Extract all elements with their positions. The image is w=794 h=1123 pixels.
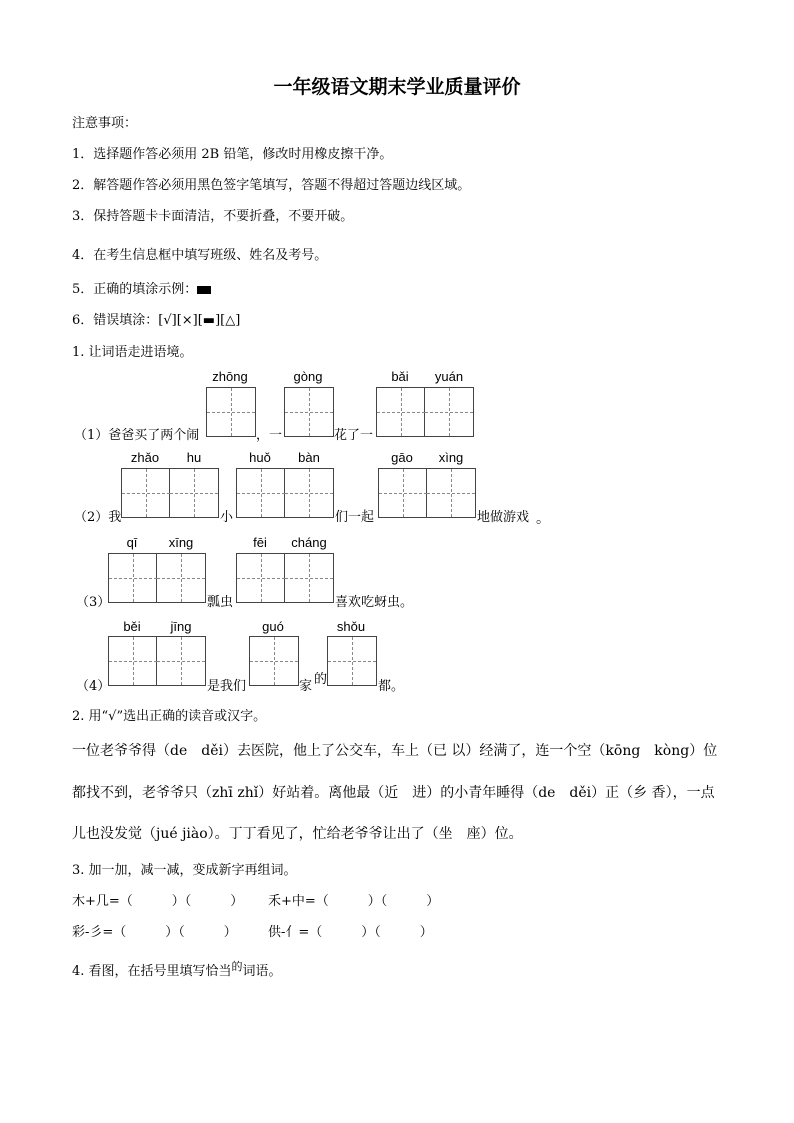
writing-grid[interactable] bbox=[376, 387, 474, 437]
q3-heading: 3. 加一加，减一减，变成新字再组词。 bbox=[72, 863, 297, 878]
sentence-text: 喜欢吃蚜虫。 bbox=[335, 595, 414, 610]
notice-item-6: 6．错误填涂：[√][×][▬][△] bbox=[72, 313, 241, 328]
writing-grid[interactable] bbox=[206, 387, 256, 437]
pinyin: yuán bbox=[434, 369, 464, 384]
pinyin: huǒ bbox=[249, 450, 271, 465]
sentence-text: 是我们 bbox=[207, 679, 247, 694]
sentence-text: 。 bbox=[536, 511, 550, 527]
q1-heading: 1. 让词语走进语境。 bbox=[72, 345, 193, 360]
writing-grid[interactable] bbox=[236, 468, 334, 518]
notice-item-2: 2．解答题作答必须用黑色签字笔填写，答题不得超过答题边线区域。 bbox=[72, 178, 471, 193]
pinyin: fēi bbox=[253, 535, 267, 550]
writing-grid[interactable] bbox=[236, 553, 334, 603]
notice-item-5-text: 5．正确的填涂示例： bbox=[72, 282, 198, 297]
pinyin: jīng bbox=[170, 619, 192, 634]
q3-item: 禾+中=（ ）（ ） bbox=[268, 894, 440, 909]
q2-heading: 2. 用“√”选出正确的读音或汉字。 bbox=[72, 709, 267, 724]
q2-line-1: 一位老爷爷得（de děi）去医院，他上了公交车，车上（已 以）经满了，连一个空（kōng kòng）位 bbox=[72, 743, 718, 759]
pinyin: bàn bbox=[298, 450, 320, 465]
writing-grid[interactable] bbox=[378, 468, 476, 518]
sentence-text: （4） bbox=[76, 679, 111, 694]
notice-item-4: 4．在考生信息框中填写班级、姓名及考号。 bbox=[72, 248, 328, 263]
q4-heading bbox=[72, 960, 282, 979]
q3-item: 木+几=（ ）（ ） bbox=[72, 894, 244, 909]
writing-grid[interactable] bbox=[108, 636, 206, 686]
writing-grid[interactable] bbox=[249, 636, 299, 686]
pinyin: zhōng bbox=[212, 369, 248, 384]
notice-item-5 bbox=[72, 278, 211, 297]
sentence-text: 的 bbox=[314, 672, 328, 687]
sentence-text: （3） bbox=[76, 595, 111, 610]
writing-grid[interactable] bbox=[284, 387, 334, 437]
sentence-text: （2）我 bbox=[74, 510, 122, 525]
pinyin: zhǎo bbox=[130, 450, 160, 465]
sentence-text: 们一起 bbox=[335, 510, 375, 525]
pinyin: gāo bbox=[391, 450, 413, 465]
q2-line-3: 儿也没发觉（jué jiào）。丁丁看见了，忙给老爷爷让出了（坐 座）位。 bbox=[72, 826, 523, 842]
sentence-text: 地做游戏 bbox=[477, 510, 530, 525]
pinyin: cháng bbox=[291, 535, 327, 550]
pinyin: guó bbox=[262, 619, 284, 634]
sentence-text: 花了一 bbox=[334, 428, 374, 443]
q3-item: 彩-彡=（ ）（ ） bbox=[72, 925, 237, 940]
q4-heading-sup: 的 bbox=[231, 960, 243, 973]
pinyin: hu bbox=[186, 450, 202, 465]
writing-grid[interactable] bbox=[108, 553, 206, 603]
sentence-text: 瓢虫 bbox=[207, 595, 234, 610]
page-title: 一年级语文期末学业质量评价 bbox=[273, 76, 521, 98]
sentence-text: ，一 bbox=[256, 428, 283, 443]
pinyin: běi bbox=[123, 619, 141, 634]
pinyin: shǒu bbox=[336, 619, 366, 634]
pinyin: xìng bbox=[438, 450, 464, 465]
pinyin: qī bbox=[126, 535, 138, 550]
sentence-text: 家 bbox=[299, 679, 313, 694]
writing-grid[interactable] bbox=[121, 468, 219, 518]
q4-heading-text: 4. 看图，在括号里填写恰当 bbox=[72, 964, 232, 979]
sentence-text: 都。 bbox=[378, 679, 405, 694]
writing-grid[interactable] bbox=[327, 636, 377, 686]
sentence-text: （1）爸爸买了两个闹 bbox=[74, 428, 200, 443]
q2-line-2: 都找不到，老爷爷只（zhī zhǐ）好站着。离他最（近 进）的小青年睡得（de děi）正（乡 香），一点 bbox=[72, 785, 715, 801]
notice-item-1: 1．选择题作答必须用 2B 铅笔，修改时用橡皮擦干净。 bbox=[72, 147, 393, 162]
pinyin: gòng bbox=[293, 369, 323, 384]
q3-item: 供-亻=（ ）（ ） bbox=[268, 925, 433, 940]
sentence-text: 小 bbox=[220, 510, 234, 525]
q4-heading-text-end: 词语。 bbox=[242, 964, 282, 979]
pinyin: xīng bbox=[168, 535, 194, 550]
notice-heading: 注意事项： bbox=[72, 116, 138, 131]
notice-item-3: 3．保持答题卡卡面清洁，不要折叠，不要开破。 bbox=[72, 209, 354, 224]
pinyin: bǎi bbox=[391, 369, 409, 384]
filled-mark-example bbox=[197, 286, 211, 294]
